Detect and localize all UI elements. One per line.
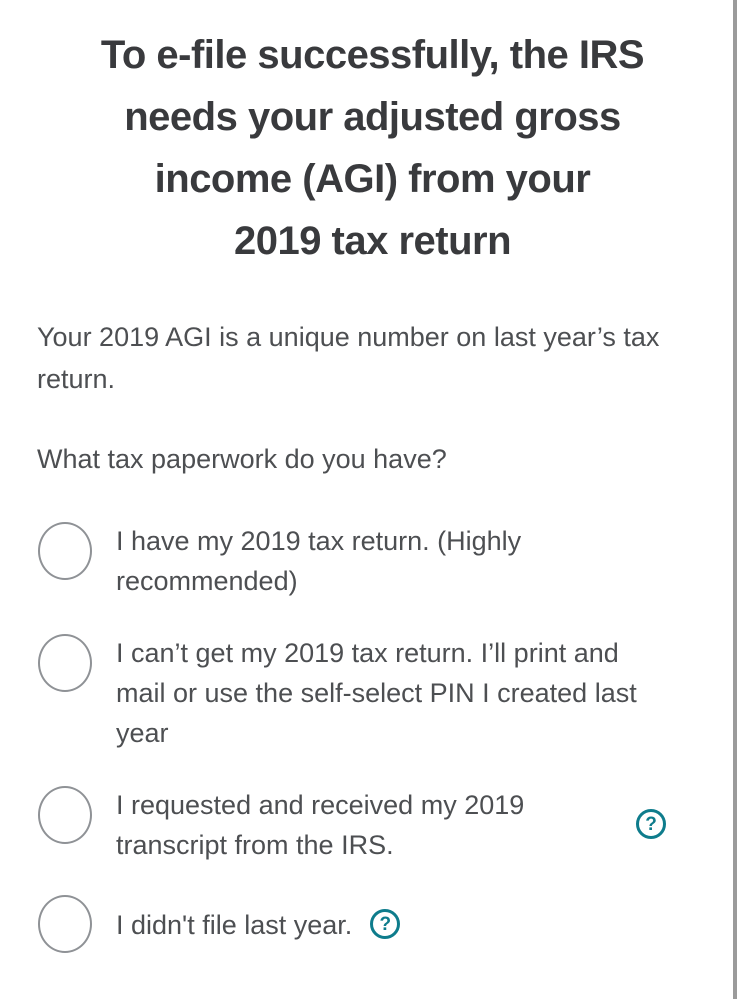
help-icon[interactable] xyxy=(370,909,400,939)
option-label-line: transcript from the IRS. xyxy=(116,830,394,860)
paperwork-options xyxy=(37,519,708,953)
question-text: What tax paperwork do you have? xyxy=(37,444,447,474)
page-title-line-4: 2019 tax return xyxy=(233,219,512,263)
option-have-2019-return[interactable] xyxy=(37,519,708,601)
option-label-line: recommended) xyxy=(116,566,298,596)
radio-have-2019-return[interactable] xyxy=(38,522,92,580)
window-edge-scroll-track[interactable] xyxy=(733,0,737,999)
option-didnt-file-label xyxy=(116,903,352,945)
option-label-line: I can’t get my 2019 tax return. I’ll print and xyxy=(116,638,619,668)
intro-line-2: return. xyxy=(37,364,116,394)
question-mark-glyph: ? xyxy=(645,813,657,835)
radio-have-transcript[interactable] xyxy=(38,786,92,844)
option-didnt-file[interactable] xyxy=(37,895,708,953)
page-title xyxy=(37,24,708,272)
option-have-transcript-label xyxy=(116,783,524,865)
option-cant-get-return[interactable] xyxy=(37,631,708,753)
option-label-line: I didn't file last year. xyxy=(116,910,353,940)
option-cant-get-return-label xyxy=(116,631,637,753)
option-have-2019-return-label xyxy=(116,519,521,601)
intro-text xyxy=(37,316,708,400)
option-have-transcript[interactable] xyxy=(37,783,708,865)
question-mark-glyph: ? xyxy=(379,913,392,935)
intro-line-1: Your 2019 AGI is a unique number on last year’s tax xyxy=(37,322,660,352)
page-title-line-3: income (AGI) from your xyxy=(154,157,591,201)
help-icon[interactable] xyxy=(636,809,666,839)
radio-didnt-file[interactable] xyxy=(38,895,92,953)
radio-cant-get-return[interactable] xyxy=(38,634,92,692)
option-label-line: year xyxy=(116,718,169,748)
page-title-line-1: To e-file successfully, the IRS xyxy=(100,33,645,77)
option-label-line: I requested and received my 2019 xyxy=(116,790,525,820)
option-label-line: I have my 2019 tax return. (Highly xyxy=(116,526,522,556)
page-title-line-2: needs your adjusted gross xyxy=(124,95,621,139)
option-label-line: mail or use the self-select PIN I created last xyxy=(116,678,637,708)
